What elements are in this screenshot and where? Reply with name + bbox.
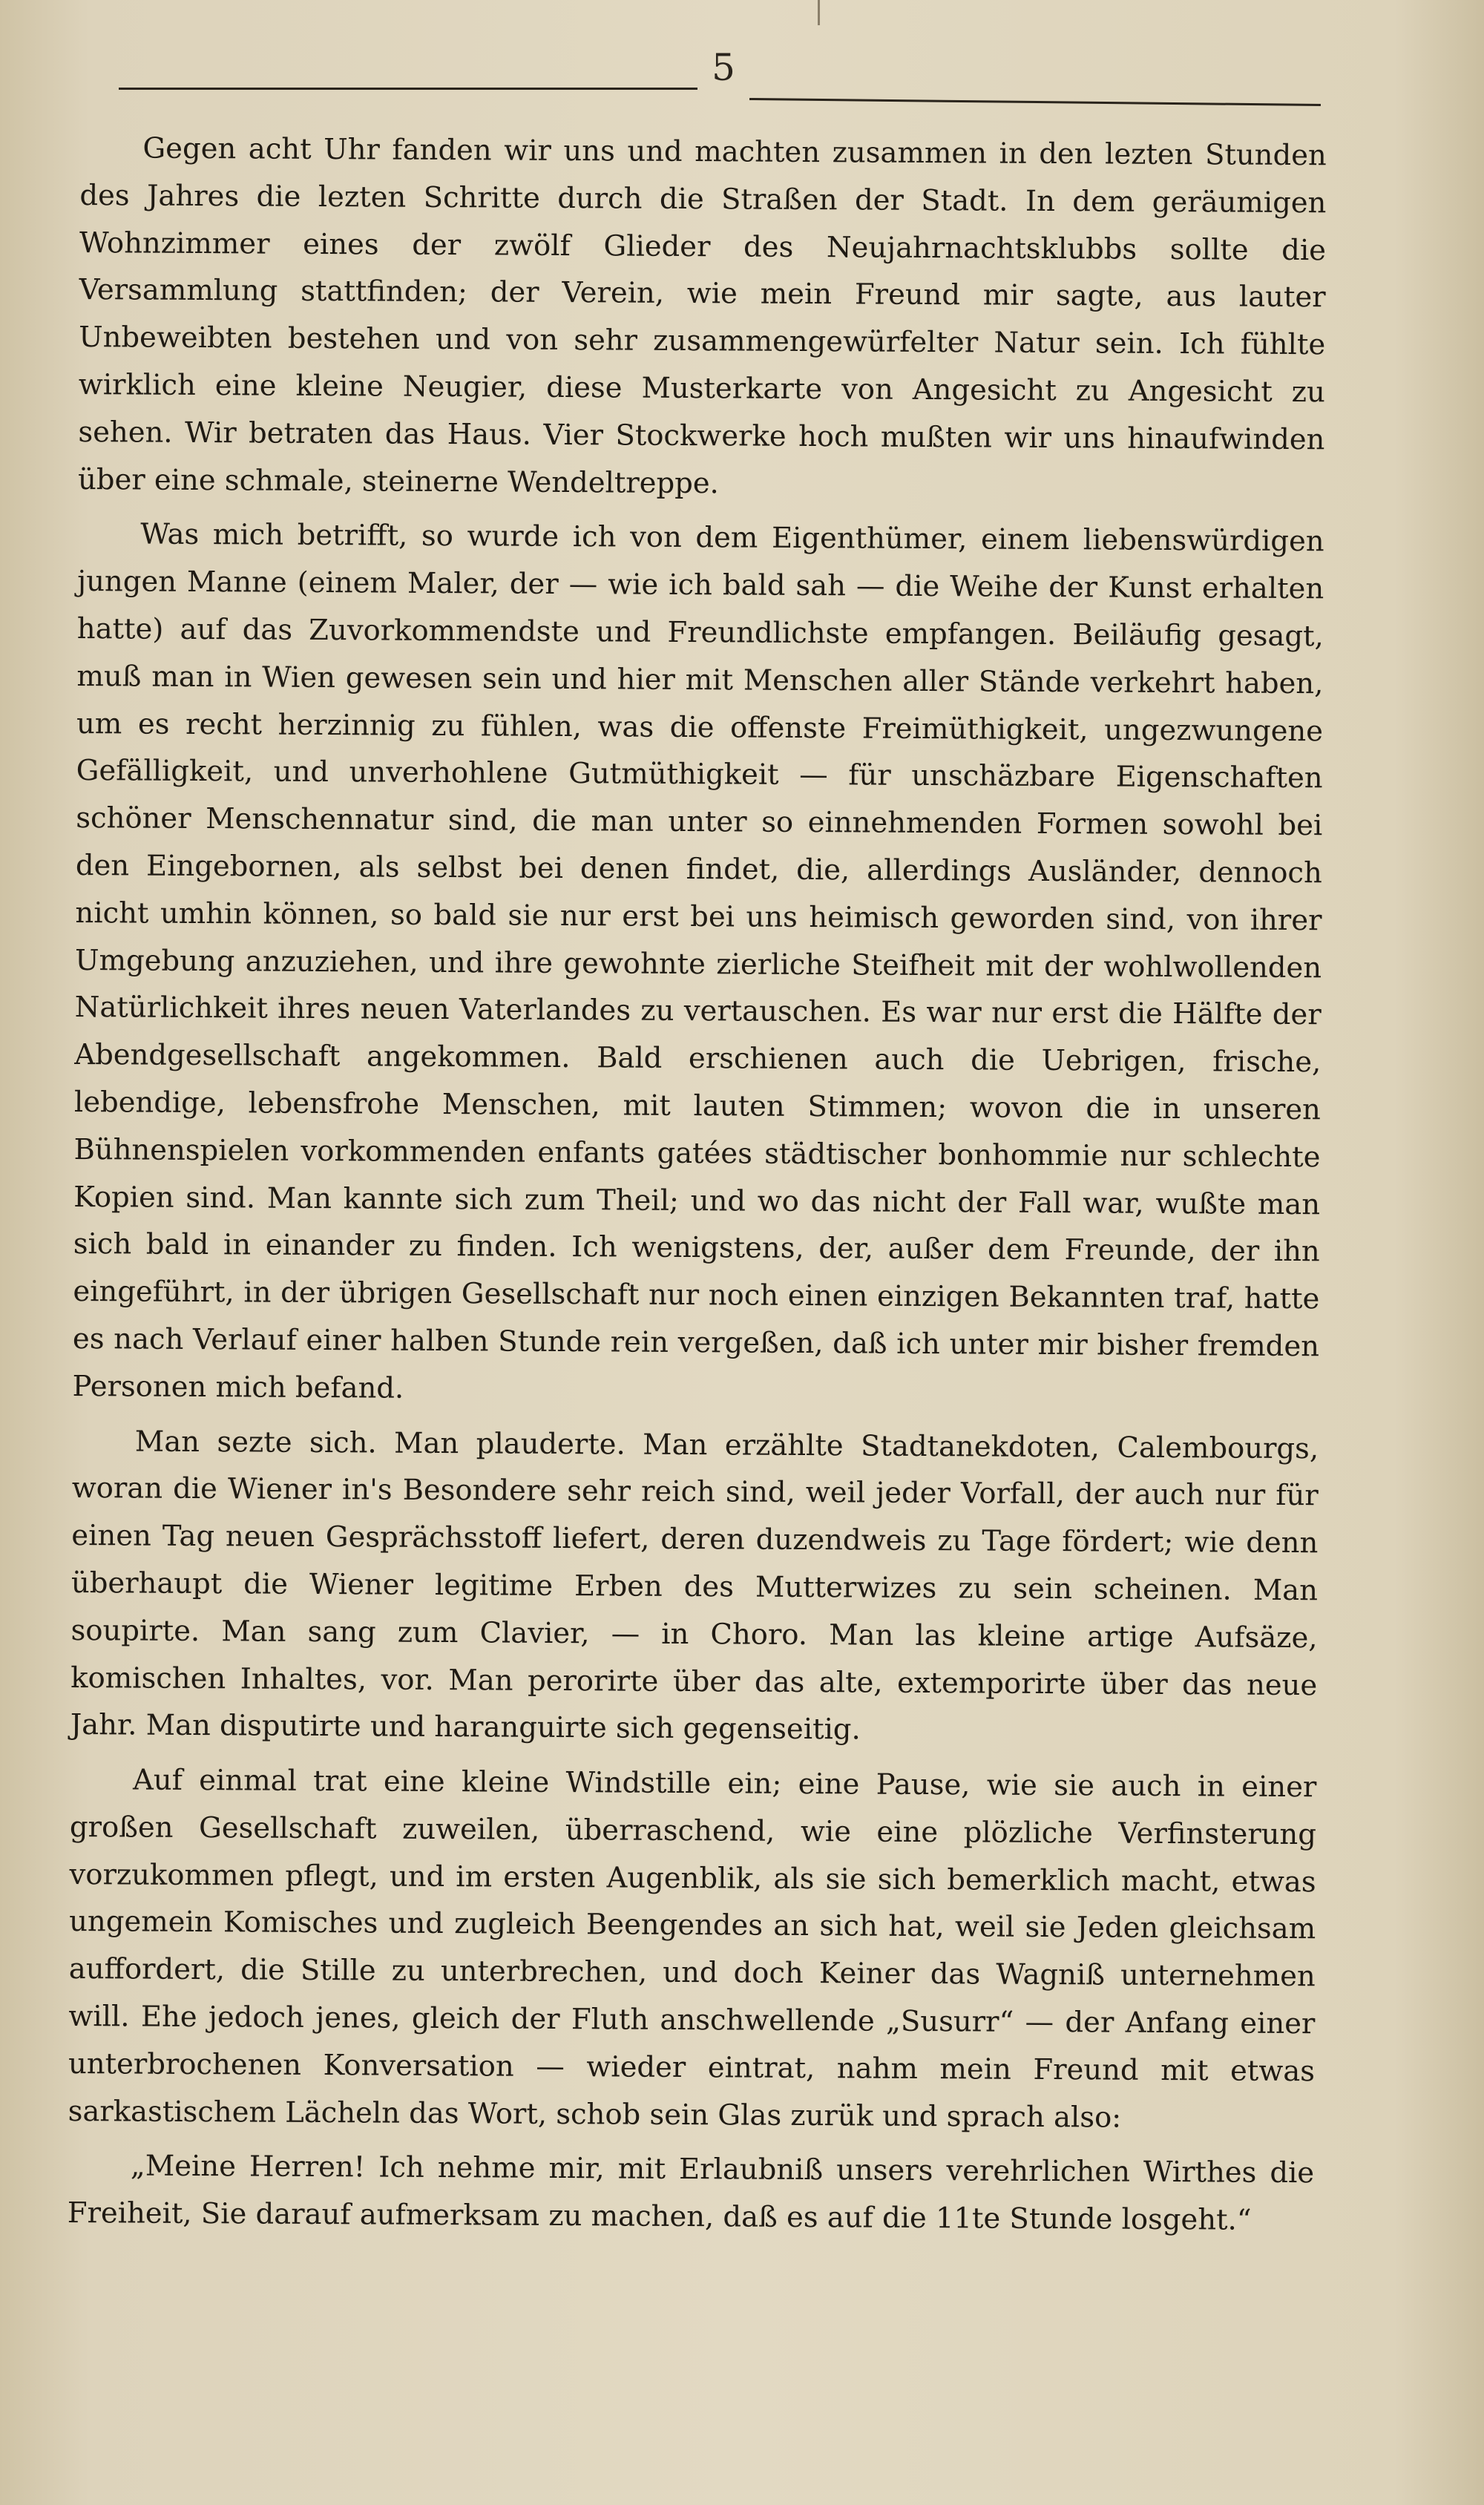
paragraph-3: Man sezte sich. Man plauderte. Man erzählte Stadtanekdoten, Calembourgs, woran die Wiener in's Besondere sehr reich sind, weil jeder Vorfall, der auch nur für einen Tag neuen Gesprächsstoff liefert, deren duzendweis zu Tage fördert; wie denn überhaupt die Wiener legitime Erben des Mutterwizes zu sein scheinen. Man soupirte. Man sang zum Clavier, — in Choro. Man las kleine artige Aufsäze, komischen Inhaltes, vor. Man perorirte über das alte, extemporirte über das neue Jahr. Man disputirte und haranguirte sich gegenseitig.	[70, 1425, 1319, 1747]
paragraph-1: Gegen acht Uhr fanden wir uns und machten zusammen in den lezten Stunden des Jahres die lezten Schritte durch die Straßen der Stadt. In dem geräumigen Wohnzimmer eines der zwölf Glieder des Neujahrnachtsklubbs sollte die Versammlung stattfinden; der Verein, wie mein Freund mir sagte, aus lauter Unbeweibten bestehen und von sehr zusammengewürfelter Natur sein. Ich fühlte wirklich eine kleine Neugier, diese Musterkarte von Angesicht zu Angesicht zu sehen. Wir betraten das Haus. Vier Stockwerke hoch mußten wir uns hinaufwinden über eine schmale, steinerne Wendeltreppe.	[77, 131, 1327, 500]
paragraph-4: Auf einmal trat eine kleine Windstille ein; eine Pause, wie sie auch in einer großen Gesellschaft zuweilen, überraschend, wie eine plözliche Verfinsterung vorzukommen pflegt, und im ersten Augenblik, als sie sich bemerklich macht, etwas ungemein Komisches und zugleich Beengendes an sich hat, weil sie Jeden gleichsam auffordert, die Stille zu unterbrechen, und doch Keiner das Wagniß unternehmen will. Ehe jedoch jenes, gleich der Fluth anschwellende „Susurr“ — der Anfang einer unterbrochenen Konversation — wieder eintrat, nahm mein Freund mit etwas sarkastischem Lächeln das Wort, schob sein Glas zurük und sprach also:	[68, 1763, 1317, 2135]
binding-mark	[818, 0, 820, 25]
header-rule-left	[119, 88, 697, 90]
page-number: 5	[712, 46, 735, 89]
paragraph-2: Was mich betrifft, so wurde ich von dem Eigenthümer, einem liebenswürdigen jungen Manne (einem Maler, der — wie ich bald sah — die Weihe der Kunst erhalten hatte) auf das Zuvorkommendste und Freundlichste empfangen. Beiläufig gesagt, muß man in Wien gewesen sein und hier mit Menschen aller Stände verkehrt haben, um es recht herzinnig zu fühlen, was die offenste Freimüthigkeit, ungezwungene Gefälligkeit, und unverhohlene Gutmüthigkeit — für unschäzbare Eigenschaften schöner Menschennatur sind, die man unter so einnehmenden Formen sowohl bei den Eingebornen, als selbst bei denen findet, die, allerdings Ausländer, dennoch nicht umhin können, so bald sie nur erst bei uns heimisch geworden sind, von ihrer Umgebung anzuziehen, und ihre gewohnte zierliche Steifheit mit der wohlwollenden Natürlichkeit ihres neuen Vaterlandes zu vertauschen. Es war nur erst die Hälfte der Abendgesellschaft angekommen. Bald erschienen auch die Uebrigen, frische, lebendige, lebensfrohe Menschen, mit lauten Stimmen; wovon die in unseren Bühnenspielen vorkommenden enfants gatées städtischer bonhommie nur schlechte Kopien sind. Man kannte sich zum Theil; und wo das nicht der Fall war, wußte man sich bald in einander zu finden. Ich wenigstens, der, außer dem Freunde, der ihn eingeführt, in der übrigen Gesellschaft nur noch einen einzigen Bekannten traf, hatte es nach Verlauf einer halben Stunde rein vergeßen, daß ich unter mir bisher fremden Personen mich befand.	[72, 517, 1324, 1405]
header-rule-right	[749, 98, 1321, 106]
body-text	[68, 125, 1327, 2252]
paragraph-5: „Meine Herren! Ich nehme mir, mit Erlaubniß unsers verehrlichen Wirthes die Freiheit, Sie darauf aufmerksam zu machen, daß es auf die 11te Stunde losgeht.“	[67, 2149, 1315, 2237]
